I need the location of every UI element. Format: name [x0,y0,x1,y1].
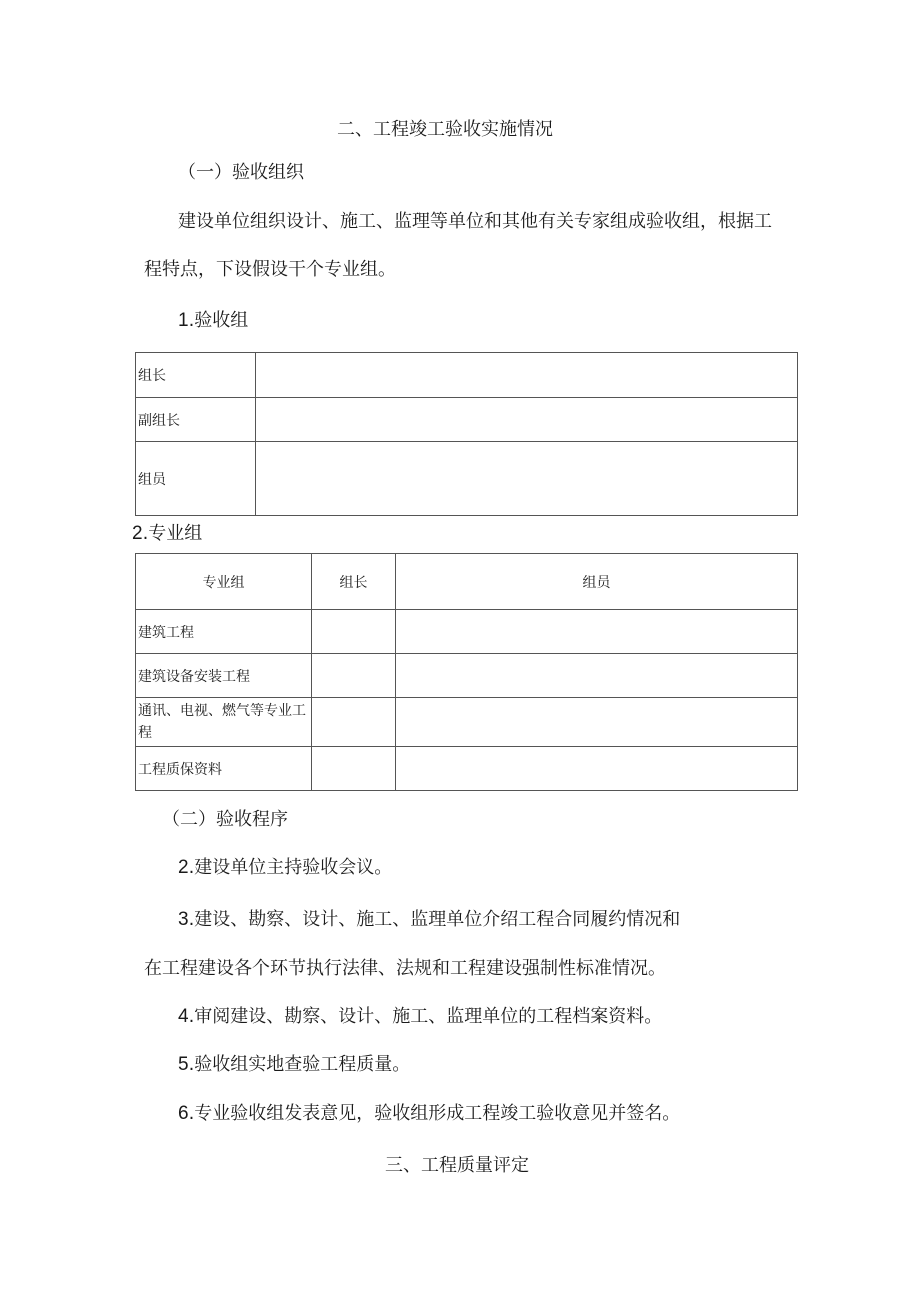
group-name: 建筑设备安装工程 [136,654,312,698]
group-leader[interactable] [312,698,396,747]
item-label: .验收组 [188,310,249,331]
group-leader[interactable] [312,654,396,698]
header-group: 专业组 [136,554,312,610]
item-number: 1 [178,310,189,331]
table-row [136,698,798,747]
group-members[interactable] [396,654,798,698]
row-value[interactable] [256,398,798,442]
table-row [136,353,798,398]
subsection-organization: （一）验收组织 [178,162,304,183]
step-item [178,905,680,931]
row-label: 组长 [136,353,256,398]
step-number: 6 [178,1103,189,1124]
row-value[interactable] [256,442,798,516]
step-text: .验收组实地查验工程质量。 [188,1054,411,1075]
intro-line-2: 程特点，下设假设干个专业组。 [144,259,396,280]
row-value[interactable] [256,353,798,398]
group-members[interactable] [396,698,798,747]
group-members[interactable] [396,610,798,654]
step-item [178,853,392,879]
table-header-row [136,554,798,610]
group-leader[interactable] [312,610,396,654]
header-leader: 组长 [312,554,396,610]
step-text: .建设、勘察、设计、施工、监理单位介绍工程合同履约情况和 [188,909,681,930]
table-row [136,398,798,442]
item-label: .专业组 [142,523,203,544]
group-name: 建筑工程 [136,610,312,654]
table-row [136,442,798,516]
item-acceptance-group [178,306,248,332]
item-number: 2 [132,523,143,544]
step-number: 3 [178,909,189,930]
subsection-procedure: （二）验收程序 [162,809,288,830]
row-label: 副组长 [136,398,256,442]
section-title: 二、工程竣工验收实施情况 [337,119,553,140]
row-label: 组员 [136,442,256,516]
step-number: 5 [178,1054,189,1075]
section3-title: 三、工程质量评定 [385,1155,529,1176]
step-item [178,1002,662,1028]
table-row [136,654,798,698]
group-leader[interactable] [312,747,396,791]
group-name: 通讯、电视、燃气等专业工程 [136,698,312,747]
step-item [178,1099,680,1125]
professional-group-table [135,553,798,791]
header-members: 组员 [396,554,798,610]
step-text: .建设单位主持验收会议。 [188,857,393,878]
table-row [136,747,798,791]
step-text: .专业验收组发表意见，验收组形成工程竣工验收意见并签名。 [188,1103,681,1124]
acceptance-group-table [135,352,798,516]
step-continuation: 在工程建设各个环节执行法律、法规和工程建设强制性标准情况。 [144,958,666,979]
table-row [136,610,798,654]
item-professional-group [132,519,202,545]
step-item [178,1050,410,1076]
step-number: 4 [178,1006,189,1027]
step-number: 2 [178,857,189,878]
step-text: .审阅建设、勘察、设计、施工、监理单位的工程档案资料。 [188,1006,663,1027]
group-name: 工程质保资料 [136,747,312,791]
group-members[interactable] [396,747,798,791]
intro-line-1: 建设单位组织设计、施工、监理等单位和其他有关专家组成验收组，根据工 [178,211,772,232]
